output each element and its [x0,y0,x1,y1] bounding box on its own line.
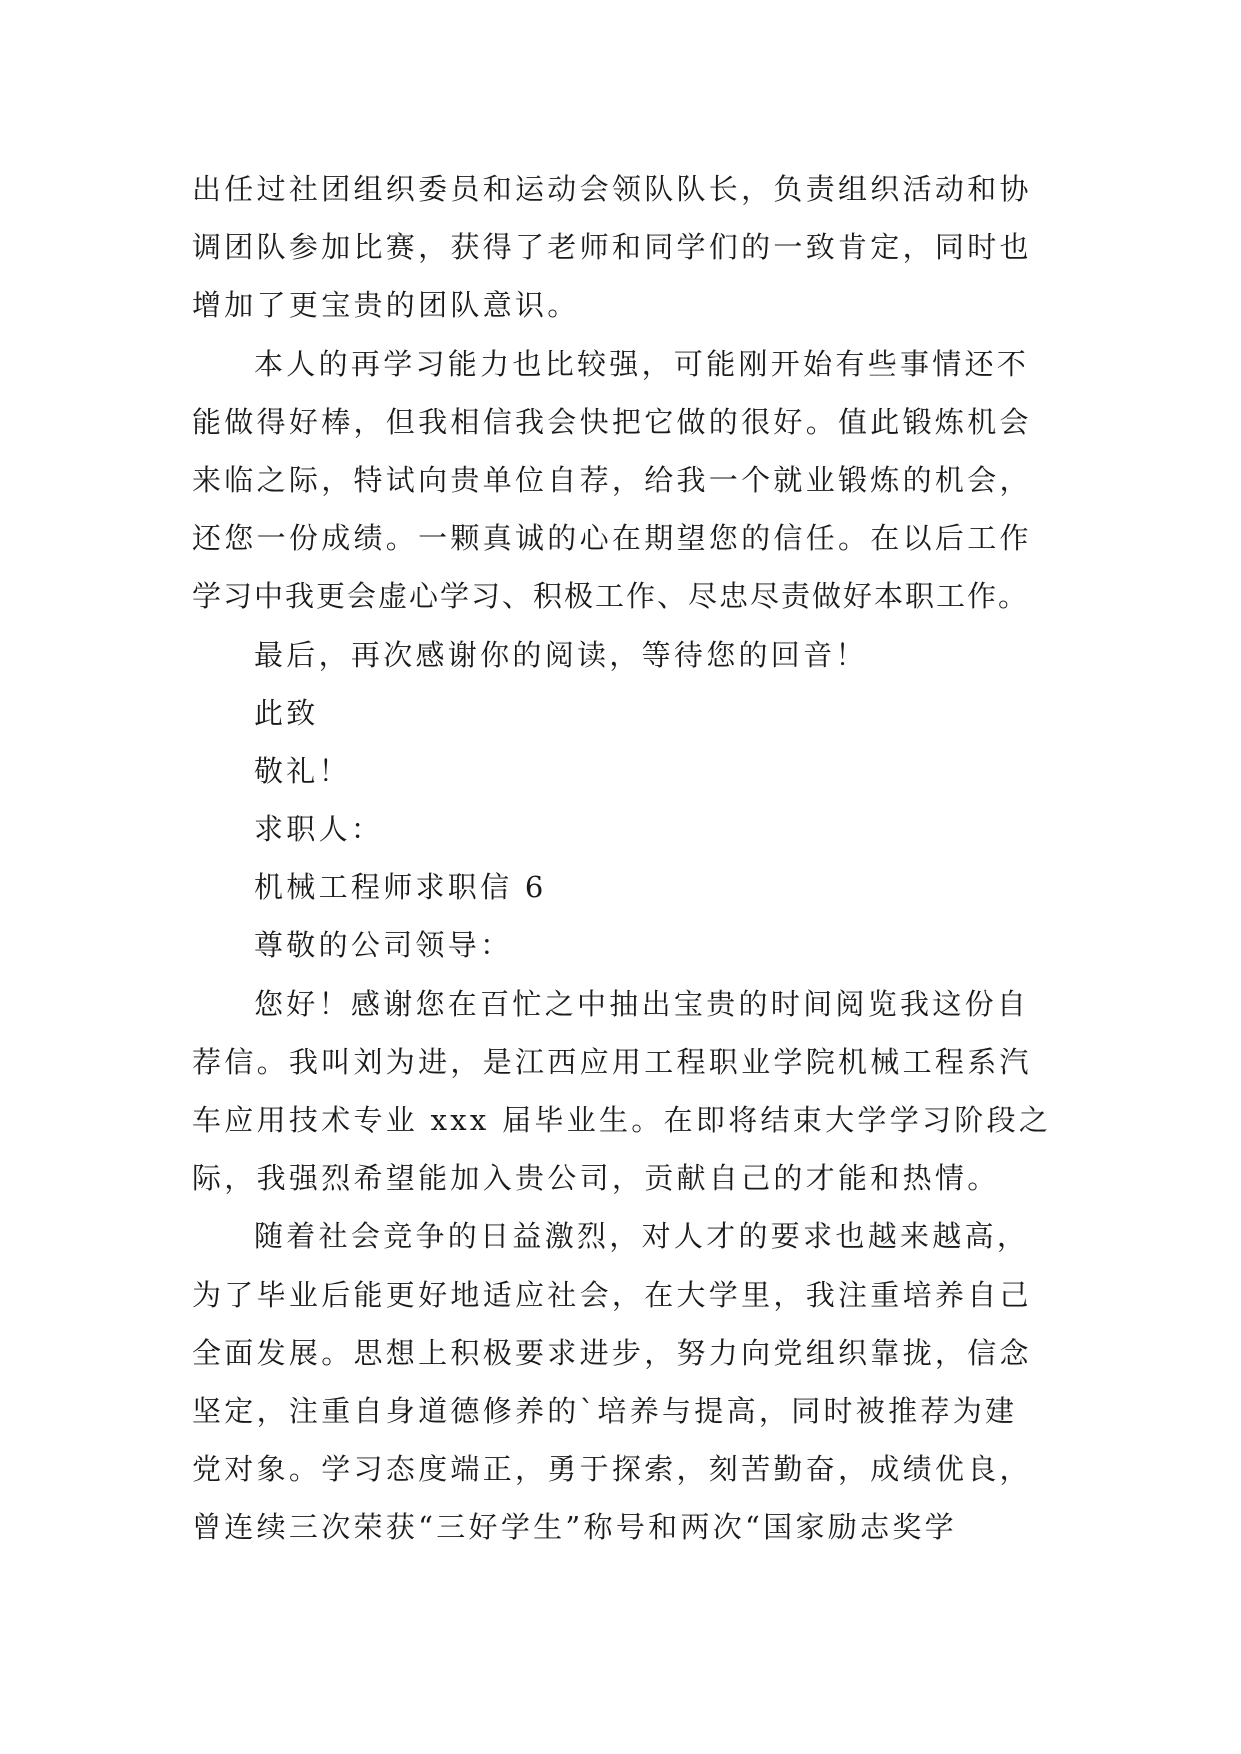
text-line: 出任过社团组织委员和运动会领队队长，负责组织活动和协 [192,172,1032,206]
text-line: 增加了更宝贵的团队意识。 [192,288,580,323]
text-line: 车应用技术专业 xxx 届毕业生。在即将结束大学学习阶段之 [192,1103,1052,1137]
text-line: 为了毕业后能更好地适应社会，在大学里，我注重培养自己 [192,1277,1032,1312]
paragraph-start-line: 本人的再学习能力也比较强，可能刚开始有些事情还不 [254,346,1030,381]
signature-line: 求职人： [254,812,384,847]
section-heading: 机械工程师求职信 6 [254,870,547,905]
salutation-line: 此致 [254,695,319,730]
closing-line: 最后，再次感谢你的阅读，等待您的回音！ [254,637,868,672]
salutation-line: 敬礼！ [254,753,351,788]
text-line: 来临之际，特试向贵单位自荐，给我一个就业锻炼的机会， [192,462,1032,497]
text-line: 还您一份成绩。一颗真诚的心在期望您的信任。在以后工作 [192,521,1032,556]
text-line: 党对象。学习态度端正，勇于探索，刻苦勤奋，成绩优良， [192,1452,1032,1487]
text-line: 坚定，注重自身道德修养的`培养与提高，同时被推荐为建 [192,1393,1018,1428]
text-line: 荐信。我叫刘为进，是江西应用工程职业学院机械工程系汽 [192,1044,1032,1079]
text-line: 际，我强烈希望能加入贵公司，贡献自己的才能和热情。 [192,1161,1000,1196]
text-line: 学习中我更会虚心学习、积极工作、尽忠尽责做好本职工作。 [192,579,1030,614]
text-line: 全面发展。思想上积极要求进步，努力向党组织靠拢，信念 [192,1335,1032,1370]
text-line: 调团队参加比赛，获得了老师和同学们的一致肯定，同时也 [192,230,1032,265]
text-line: 能做得好棒，但我相信我会快把它做的很好。值此锻炼机会 [192,404,1032,439]
paragraph-start-line: 您好！感谢您在百忙之中抽出宝贵的时间阅览我这份自 [254,986,1030,1021]
text-line: 曾连续三次荣获“三好学生”称号和两次“国家励志奖学 [192,1510,957,1545]
greeting-line: 尊敬的公司领导： [254,928,513,963]
letter-body [192,160,1072,1557]
paragraph-start-line: 随着社会竞争的日益激烈，对人才的要求也越来越高， [254,1219,1030,1254]
